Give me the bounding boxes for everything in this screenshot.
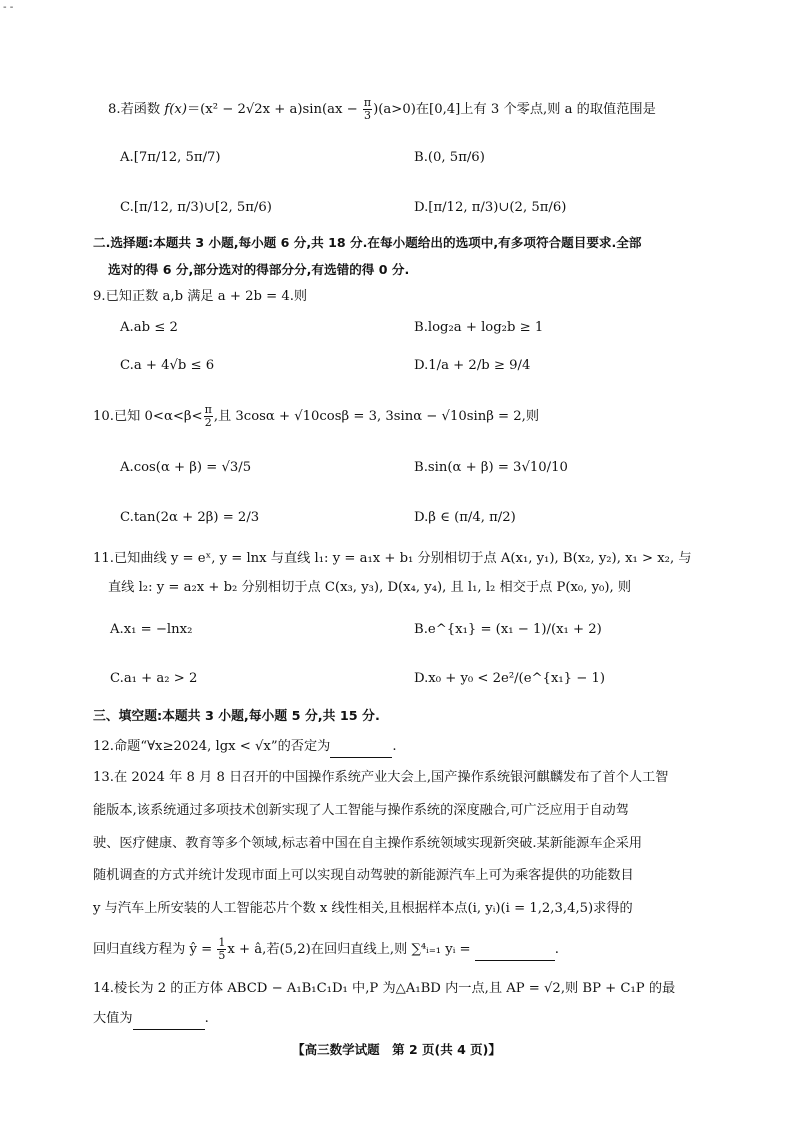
- q14-line2-b: .: [204, 1011, 209, 1026]
- q10-option-c: [120, 508, 259, 528]
- option-label: D.: [414, 200, 429, 215]
- q12-answer-blank[interactable]: [330, 737, 392, 758]
- q8-frac-den: 3: [364, 109, 371, 122]
- q12-stem-b: .: [392, 739, 397, 754]
- section2-line2: 选对的得 6 分,部分选对的得部分分,有选错的得 0 分.: [108, 262, 410, 277]
- q12-stem: [93, 737, 397, 758]
- option-label: C.: [110, 671, 124, 686]
- q10-stem-a: 10.已知 0<α<β<: [93, 409, 203, 424]
- option-text: tan(2α + 2β) = 2/3: [133, 510, 260, 525]
- q8-option-a: [120, 148, 221, 168]
- option-label: A.: [120, 320, 134, 335]
- option-label: D.: [414, 358, 429, 373]
- q13-fraction: [217, 937, 226, 962]
- option-label: A.: [120, 460, 134, 475]
- q8-fraction: [363, 97, 372, 122]
- q11-line2: 直线 l₂: y = a₂x + b₂ 分别相切于点 C(x₃, y₃), D(x₄, y₄), 且 l₁, l₂ 相交于点 P(x₀, y₀), 则: [108, 580, 632, 595]
- q8-option-d: [414, 198, 566, 218]
- q8-stem-a: 若函数: [120, 102, 165, 117]
- option-text: a + 4√b ≤ 6: [133, 358, 215, 373]
- option-label: C.: [120, 358, 134, 373]
- q13-last-a: 回归直线方程为 ŷ =: [93, 942, 217, 957]
- q11-option-c: [110, 669, 197, 689]
- q13-last-line: [93, 937, 559, 962]
- option-label: C.: [120, 200, 134, 215]
- q13-last-c: .: [554, 942, 559, 957]
- option-text: [π/12, π/3)∪[2, 5π/6): [133, 200, 272, 215]
- corner-mark: - -: [3, 2, 14, 13]
- option-label: B.: [414, 150, 428, 165]
- option-text: (0, 5π/6): [427, 150, 485, 165]
- q8-number: 8.: [108, 102, 121, 117]
- option-text: a₁ + a₂ > 2: [123, 671, 198, 686]
- q10-frac-den: 2: [204, 416, 212, 429]
- q8-option-b: [414, 148, 485, 168]
- option-text: log₂a + log₂b ≥ 1: [427, 320, 544, 335]
- q13-frac-den: 5: [218, 949, 226, 962]
- q10-stem: [93, 404, 539, 429]
- option-text: [7π/12, 5π/7): [133, 150, 221, 165]
- section3-title: 三、填空题:本题共 3 小题,每小题 5 分,共 15 分.: [93, 709, 380, 724]
- option-label: C.: [120, 510, 134, 525]
- section2-line1: 二.选择题:本题共 3 小题,每小题 6 分,共 18 分.在每小题给出的选项中,有多项符合题目要求.全部: [93, 235, 642, 250]
- q9-stem: 9.已知正数 a,b 满足 a + 2b = 4.则: [93, 289, 308, 304]
- q14-line2: [93, 1009, 209, 1030]
- q8-stem-b: ＝(x² − 2√2x + a)sin(ax −: [186, 102, 362, 117]
- q10-stem-b: ,且 3cosα + √10cosβ = 3, 3sinα − √10sinβ = 2,则: [213, 409, 540, 424]
- q10-fraction: [204, 404, 213, 429]
- page-footer: 【高三数学试题 第 2 页(共 4 页)】: [292, 1042, 501, 1057]
- q13-line: 驶、医疗健康、教育等多个领域,标志着中国在自主操作系统领域实现新突破.某新能源车企采用: [93, 836, 643, 851]
- q13-line: y 与汽车上所安装的人工智能芯片个数 x 线性相关,且根据样本点(i, yᵢ)(i = 1,2,3,4,5)求得的: [93, 901, 633, 916]
- q13-line: 13.在 2024 年 8 月 8 日召开的中国操作系统产业大会上,国产操作系统银河麒麟发布了首个人工智: [93, 770, 669, 785]
- q11-option-a: [110, 620, 192, 640]
- option-label: A.: [120, 150, 134, 165]
- q12-stem-a: 12.命题“∀x≥2024, lgx < √x”的否定为: [93, 739, 331, 754]
- q13-answer-blank[interactable]: [475, 940, 555, 961]
- q11-line1: 11.已知曲线 y = eˣ, y = lnx 与直线 l₁: y = a₁x + b₁ 分别相切于点 A(x₁, y₁), B(x₂, y₂), x₁ > x₂, 与: [93, 551, 692, 566]
- option-text: x₁ = −lnx₂: [123, 622, 193, 637]
- q14-line1: 14.棱长为 2 的正方体 ABCD − A₁B₁C₁D₁ 中,P 为△A₁BD 内一点,且 AP = √2,则 BP + C₁P 的最: [93, 981, 676, 996]
- q8-option-c: [120, 198, 272, 218]
- option-label: D.: [414, 671, 429, 686]
- option-text: ab ≤ 2: [133, 320, 178, 335]
- option-text: cos(α + β) = √3/5: [133, 460, 252, 475]
- q8-stem: [108, 97, 656, 122]
- q10-option-d: [414, 508, 516, 528]
- option-text: e^{x₁} = (x₁ − 1)/(x₁ + 2): [427, 622, 602, 637]
- q11-option-d: [414, 669, 605, 689]
- q8-stem-c: )(a>0)在[0,4]上有 3 个零点,则 a 的取值范围是: [373, 102, 656, 117]
- q13-line: 随机调查的方式并统计发现市面上可以实现自动驾驶的新能源汽车上可为乘客提供的功能数目: [93, 868, 634, 883]
- option-label: D.: [414, 510, 429, 525]
- q9-option-d: [414, 356, 530, 376]
- q8-func: f(x): [164, 102, 187, 117]
- option-label: B.: [414, 320, 428, 335]
- q14-line2-a: 大值为: [93, 1011, 133, 1026]
- q13-last-b: x + â,若(5,2)在回归直线上,则 ∑⁴ᵢ₌₁ yᵢ =: [227, 942, 475, 957]
- q10-option-a: [120, 458, 251, 478]
- option-text: [π/12, π/3)∪(2, 5π/6): [428, 200, 567, 215]
- q13-frac-num: 1: [218, 936, 226, 949]
- q11-option-b: [414, 620, 602, 640]
- option-label: A.: [110, 622, 124, 637]
- q9-option-a: [120, 318, 178, 338]
- q9-option-b: [414, 318, 543, 338]
- q13-line: 能版本,该系统通过多项技术创新实现了人工智能与操作系统的深度融合,可广泛应用于自动驾: [93, 803, 629, 818]
- option-label: B.: [414, 460, 428, 475]
- q9-option-c: [120, 356, 214, 376]
- option-text: β ∈ (π/4, π/2): [428, 510, 516, 525]
- q10-frac-num: π: [204, 403, 212, 416]
- option-label: B.: [414, 622, 428, 637]
- option-text: 1/a + 2/b ≥ 9/4: [428, 358, 531, 373]
- option-text: x₀ + y₀ < 2e²/(e^{x₁} − 1): [428, 671, 606, 686]
- q14-answer-blank[interactable]: [133, 1009, 205, 1030]
- q8-frac-num: π: [363, 96, 372, 109]
- option-text: sin(α + β) = 3√10/10: [427, 460, 568, 475]
- q10-option-b: [414, 458, 568, 478]
